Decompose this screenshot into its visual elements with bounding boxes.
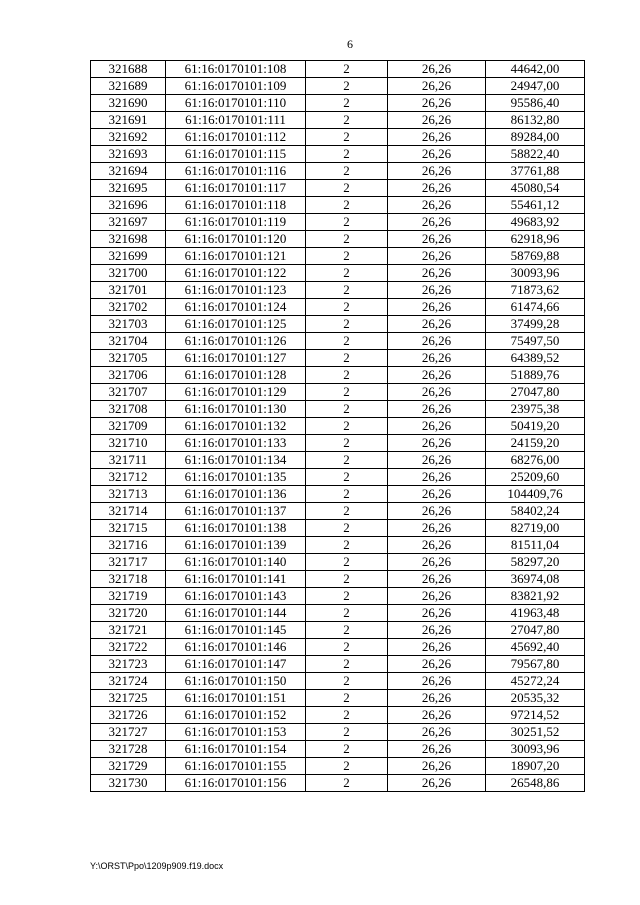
rate-cell: 26,26 bbox=[388, 503, 486, 520]
rate-cell: 26,26 bbox=[388, 384, 486, 401]
rate-cell: 26,26 bbox=[388, 639, 486, 656]
cadastral-number-cell: 61:16:0170101:123 bbox=[166, 282, 306, 299]
class-cell: 2 bbox=[306, 333, 388, 350]
rate-cell: 26,26 bbox=[388, 231, 486, 248]
rate-cell: 26,26 bbox=[388, 707, 486, 724]
class-cell: 2 bbox=[306, 299, 388, 316]
cadastral-number-cell: 61:16:0170101:122 bbox=[166, 265, 306, 282]
table-row bbox=[91, 452, 585, 469]
class-cell: 2 bbox=[306, 146, 388, 163]
amount-cell: 44642,00 bbox=[486, 61, 585, 78]
amount-cell: 36974,08 bbox=[486, 571, 585, 588]
cadastral-number-cell: 61:16:0170101:128 bbox=[166, 367, 306, 384]
cadastral-number-cell: 61:16:0170101:136 bbox=[166, 486, 306, 503]
cadastral-number-cell: 61:16:0170101:130 bbox=[166, 401, 306, 418]
table-row bbox=[91, 656, 585, 673]
amount-cell: 58297,20 bbox=[486, 554, 585, 571]
table-row bbox=[91, 469, 585, 486]
table-row bbox=[91, 401, 585, 418]
rate-cell: 26,26 bbox=[388, 690, 486, 707]
class-cell: 2 bbox=[306, 724, 388, 741]
class-cell: 2 bbox=[306, 163, 388, 180]
cadastral-number-cell: 61:16:0170101:126 bbox=[166, 333, 306, 350]
record-id-cell: 321695 bbox=[91, 180, 166, 197]
class-cell: 2 bbox=[306, 588, 388, 605]
class-cell: 2 bbox=[306, 673, 388, 690]
record-id-cell: 321699 bbox=[91, 248, 166, 265]
cadastral-number-cell: 61:16:0170101:111 bbox=[166, 112, 306, 129]
amount-cell: 58769,88 bbox=[486, 248, 585, 265]
record-id-cell: 321703 bbox=[91, 316, 166, 333]
class-cell: 2 bbox=[306, 554, 388, 571]
record-id-cell: 321709 bbox=[91, 418, 166, 435]
table-row bbox=[91, 112, 585, 129]
cadastral-number-cell: 61:16:0170101:129 bbox=[166, 384, 306, 401]
amount-cell: 71873,62 bbox=[486, 282, 585, 299]
amount-cell: 45692,40 bbox=[486, 639, 585, 656]
table-row bbox=[91, 605, 585, 622]
amount-cell: 104409,76 bbox=[486, 486, 585, 503]
rate-cell: 26,26 bbox=[388, 435, 486, 452]
rate-cell: 26,26 bbox=[388, 316, 486, 333]
class-cell: 2 bbox=[306, 367, 388, 384]
cadastral-number-cell: 61:16:0170101:140 bbox=[166, 554, 306, 571]
cadastral-number-cell: 61:16:0170101:152 bbox=[166, 707, 306, 724]
amount-cell: 30093,96 bbox=[486, 741, 585, 758]
class-cell: 2 bbox=[306, 78, 388, 95]
amount-cell: 30093,96 bbox=[486, 265, 585, 282]
cadastral-number-cell: 61:16:0170101:133 bbox=[166, 435, 306, 452]
amount-cell: 45080,54 bbox=[486, 180, 585, 197]
record-id-cell: 321690 bbox=[91, 95, 166, 112]
table-row bbox=[91, 503, 585, 520]
rate-cell: 26,26 bbox=[388, 129, 486, 146]
amount-cell: 45272,24 bbox=[486, 673, 585, 690]
record-id-cell: 321712 bbox=[91, 469, 166, 486]
class-cell: 2 bbox=[306, 503, 388, 520]
record-id-cell: 321719 bbox=[91, 588, 166, 605]
table-row bbox=[91, 282, 585, 299]
record-id-cell: 321688 bbox=[91, 61, 166, 78]
cadastral-number-cell: 61:16:0170101:154 bbox=[166, 741, 306, 758]
class-cell: 2 bbox=[306, 452, 388, 469]
table-row bbox=[91, 707, 585, 724]
class-cell: 2 bbox=[306, 690, 388, 707]
record-id-cell: 321729 bbox=[91, 758, 166, 775]
record-id-cell: 321691 bbox=[91, 112, 166, 129]
class-cell: 2 bbox=[306, 707, 388, 724]
rate-cell: 26,26 bbox=[388, 741, 486, 758]
class-cell: 2 bbox=[306, 469, 388, 486]
rate-cell: 26,26 bbox=[388, 452, 486, 469]
class-cell: 2 bbox=[306, 758, 388, 775]
cadastral-number-cell: 61:16:0170101:119 bbox=[166, 214, 306, 231]
page-number: 6 bbox=[347, 37, 353, 51]
amount-cell: 89284,00 bbox=[486, 129, 585, 146]
record-id-cell: 321694 bbox=[91, 163, 166, 180]
record-id-cell: 321701 bbox=[91, 282, 166, 299]
class-cell: 2 bbox=[306, 316, 388, 333]
amount-cell: 50419,20 bbox=[486, 418, 585, 435]
amount-cell: 41963,48 bbox=[486, 605, 585, 622]
record-id-cell: 321710 bbox=[91, 435, 166, 452]
rate-cell: 26,26 bbox=[388, 333, 486, 350]
record-id-cell: 321707 bbox=[91, 384, 166, 401]
table-row bbox=[91, 78, 585, 95]
cadastral-number-cell: 61:16:0170101:120 bbox=[166, 231, 306, 248]
record-id-cell: 321713 bbox=[91, 486, 166, 503]
record-id-cell: 321724 bbox=[91, 673, 166, 690]
class-cell: 2 bbox=[306, 282, 388, 299]
cadastral-number-cell: 61:16:0170101:139 bbox=[166, 537, 306, 554]
rate-cell: 26,26 bbox=[388, 61, 486, 78]
document-path-footer: Y:\ORST\Ppo\1209p909.f19.docx bbox=[90, 861, 224, 871]
rate-cell: 26,26 bbox=[388, 571, 486, 588]
record-id-cell: 321715 bbox=[91, 520, 166, 537]
table-row bbox=[91, 367, 585, 384]
rate-cell: 26,26 bbox=[388, 537, 486, 554]
amount-cell: 27047,80 bbox=[486, 622, 585, 639]
class-cell: 2 bbox=[306, 95, 388, 112]
rate-cell: 26,26 bbox=[388, 367, 486, 384]
rate-cell: 26,26 bbox=[388, 588, 486, 605]
amount-cell: 82719,00 bbox=[486, 520, 585, 537]
class-cell: 2 bbox=[306, 435, 388, 452]
class-cell: 2 bbox=[306, 537, 388, 554]
cadastral-number-cell: 61:16:0170101:143 bbox=[166, 588, 306, 605]
table-row bbox=[91, 622, 585, 639]
record-id-cell: 321716 bbox=[91, 537, 166, 554]
rate-cell: 26,26 bbox=[388, 214, 486, 231]
class-cell: 2 bbox=[306, 61, 388, 78]
amount-cell: 61474,66 bbox=[486, 299, 585, 316]
class-cell: 2 bbox=[306, 384, 388, 401]
rate-cell: 26,26 bbox=[388, 197, 486, 214]
rate-cell: 26,26 bbox=[388, 758, 486, 775]
class-cell: 2 bbox=[306, 520, 388, 537]
amount-cell: 49683,92 bbox=[486, 214, 585, 231]
table-row bbox=[91, 588, 585, 605]
rate-cell: 26,26 bbox=[388, 265, 486, 282]
amount-cell: 30251,52 bbox=[486, 724, 585, 741]
rate-cell: 26,26 bbox=[388, 401, 486, 418]
amount-cell: 95586,40 bbox=[486, 95, 585, 112]
table-row bbox=[91, 146, 585, 163]
class-cell: 2 bbox=[306, 741, 388, 758]
rate-cell: 26,26 bbox=[388, 656, 486, 673]
cadastral-number-cell: 61:16:0170101:138 bbox=[166, 520, 306, 537]
class-cell: 2 bbox=[306, 639, 388, 656]
class-cell: 2 bbox=[306, 775, 388, 792]
class-cell: 2 bbox=[306, 197, 388, 214]
cadastral-number-cell: 61:16:0170101:150 bbox=[166, 673, 306, 690]
rate-cell: 26,26 bbox=[388, 180, 486, 197]
class-cell: 2 bbox=[306, 350, 388, 367]
amount-cell: 83821,92 bbox=[486, 588, 585, 605]
cadastral-number-cell: 61:16:0170101:132 bbox=[166, 418, 306, 435]
record-id-cell: 321725 bbox=[91, 690, 166, 707]
cadastral-number-cell: 61:16:0170101:125 bbox=[166, 316, 306, 333]
table-row bbox=[91, 741, 585, 758]
amount-cell: 51889,76 bbox=[486, 367, 585, 384]
rate-cell: 26,26 bbox=[388, 469, 486, 486]
amount-cell: 62918,96 bbox=[486, 231, 585, 248]
record-id-cell: 321726 bbox=[91, 707, 166, 724]
cadastral-number-cell: 61:16:0170101:112 bbox=[166, 129, 306, 146]
rate-cell: 26,26 bbox=[388, 350, 486, 367]
amount-cell: 75497,50 bbox=[486, 333, 585, 350]
cadastral-number-cell: 61:16:0170101:153 bbox=[166, 724, 306, 741]
record-id-cell: 321721 bbox=[91, 622, 166, 639]
record-id-cell: 321720 bbox=[91, 605, 166, 622]
table-row bbox=[91, 333, 585, 350]
table-row bbox=[91, 95, 585, 112]
cadastral-number-cell: 61:16:0170101:121 bbox=[166, 248, 306, 265]
table-row bbox=[91, 554, 585, 571]
table-row bbox=[91, 384, 585, 401]
amount-cell: 58822,40 bbox=[486, 146, 585, 163]
table-row bbox=[91, 163, 585, 180]
amount-cell: 18907,20 bbox=[486, 758, 585, 775]
rate-cell: 26,26 bbox=[388, 605, 486, 622]
table-row bbox=[91, 639, 585, 656]
rate-cell: 26,26 bbox=[388, 146, 486, 163]
class-cell: 2 bbox=[306, 605, 388, 622]
amount-cell: 58402,24 bbox=[486, 503, 585, 520]
table-row bbox=[91, 61, 585, 78]
rate-cell: 26,26 bbox=[388, 486, 486, 503]
record-id-cell: 321689 bbox=[91, 78, 166, 95]
cadastral-number-cell: 61:16:0170101:116 bbox=[166, 163, 306, 180]
record-id-cell: 321730 bbox=[91, 775, 166, 792]
record-id-cell: 321704 bbox=[91, 333, 166, 350]
rate-cell: 26,26 bbox=[388, 622, 486, 639]
table-row bbox=[91, 418, 585, 435]
table-row bbox=[91, 537, 585, 554]
class-cell: 2 bbox=[306, 129, 388, 146]
amount-cell: 64389,52 bbox=[486, 350, 585, 367]
rate-cell: 26,26 bbox=[388, 520, 486, 537]
cadastral-number-cell: 61:16:0170101:145 bbox=[166, 622, 306, 639]
table-row bbox=[91, 248, 585, 265]
record-id-cell: 321714 bbox=[91, 503, 166, 520]
record-id-cell: 321696 bbox=[91, 197, 166, 214]
table-row bbox=[91, 316, 585, 333]
amount-cell: 24947,00 bbox=[486, 78, 585, 95]
amount-cell: 23975,38 bbox=[486, 401, 585, 418]
cadastral-number-cell: 61:16:0170101:151 bbox=[166, 690, 306, 707]
record-id-cell: 321722 bbox=[91, 639, 166, 656]
cadastral-number-cell: 61:16:0170101:127 bbox=[166, 350, 306, 367]
rate-cell: 26,26 bbox=[388, 112, 486, 129]
cadastral-number-cell: 61:16:0170101:117 bbox=[166, 180, 306, 197]
amount-cell: 24159,20 bbox=[486, 435, 585, 452]
record-id-cell: 321697 bbox=[91, 214, 166, 231]
record-id-cell: 321723 bbox=[91, 656, 166, 673]
table-body bbox=[91, 61, 585, 792]
table-row bbox=[91, 690, 585, 707]
record-id-cell: 321708 bbox=[91, 401, 166, 418]
table-row bbox=[91, 265, 585, 282]
class-cell: 2 bbox=[306, 401, 388, 418]
record-id-cell: 321693 bbox=[91, 146, 166, 163]
cadastral-number-cell: 61:16:0170101:147 bbox=[166, 656, 306, 673]
record-id-cell: 321702 bbox=[91, 299, 166, 316]
class-cell: 2 bbox=[306, 248, 388, 265]
amount-cell: 37499,28 bbox=[486, 316, 585, 333]
table-row bbox=[91, 180, 585, 197]
amount-cell: 79567,80 bbox=[486, 656, 585, 673]
rate-cell: 26,26 bbox=[388, 418, 486, 435]
rate-cell: 26,26 bbox=[388, 299, 486, 316]
class-cell: 2 bbox=[306, 214, 388, 231]
class-cell: 2 bbox=[306, 622, 388, 639]
class-cell: 2 bbox=[306, 180, 388, 197]
record-id-cell: 321698 bbox=[91, 231, 166, 248]
amount-cell: 55461,12 bbox=[486, 197, 585, 214]
amount-cell: 97214,52 bbox=[486, 707, 585, 724]
class-cell: 2 bbox=[306, 486, 388, 503]
cadastral-number-cell: 61:16:0170101:155 bbox=[166, 758, 306, 775]
class-cell: 2 bbox=[306, 112, 388, 129]
cadastral-number-cell: 61:16:0170101:135 bbox=[166, 469, 306, 486]
table-row bbox=[91, 299, 585, 316]
table-row bbox=[91, 214, 585, 231]
amount-cell: 86132,80 bbox=[486, 112, 585, 129]
class-cell: 2 bbox=[306, 571, 388, 588]
rate-cell: 26,26 bbox=[388, 724, 486, 741]
rate-cell: 26,26 bbox=[388, 248, 486, 265]
class-cell: 2 bbox=[306, 418, 388, 435]
table-row bbox=[91, 350, 585, 367]
rate-cell: 26,26 bbox=[388, 554, 486, 571]
record-id-cell: 321700 bbox=[91, 265, 166, 282]
rate-cell: 26,26 bbox=[388, 95, 486, 112]
record-id-cell: 321718 bbox=[91, 571, 166, 588]
amount-cell: 26548,86 bbox=[486, 775, 585, 792]
table-row bbox=[91, 724, 585, 741]
amount-cell: 37761,88 bbox=[486, 163, 585, 180]
table-row bbox=[91, 571, 585, 588]
class-cell: 2 bbox=[306, 656, 388, 673]
table-row bbox=[91, 520, 585, 537]
cadastral-number-cell: 61:16:0170101:144 bbox=[166, 605, 306, 622]
record-id-cell: 321727 bbox=[91, 724, 166, 741]
cadastral-number-cell: 61:16:0170101:137 bbox=[166, 503, 306, 520]
record-id-cell: 321728 bbox=[91, 741, 166, 758]
table-row bbox=[91, 673, 585, 690]
table-row bbox=[91, 197, 585, 214]
rate-cell: 26,26 bbox=[388, 163, 486, 180]
table-row bbox=[91, 435, 585, 452]
amount-cell: 68276,00 bbox=[486, 452, 585, 469]
record-id-cell: 321717 bbox=[91, 554, 166, 571]
amount-cell: 27047,80 bbox=[486, 384, 585, 401]
record-id-cell: 321705 bbox=[91, 350, 166, 367]
amount-cell: 20535,32 bbox=[486, 690, 585, 707]
cadastral-number-cell: 61:16:0170101:108 bbox=[166, 61, 306, 78]
rate-cell: 26,26 bbox=[388, 775, 486, 792]
rate-cell: 26,26 bbox=[388, 78, 486, 95]
land-registry-table bbox=[90, 60, 585, 792]
table-row bbox=[91, 486, 585, 503]
cadastral-number-cell: 61:16:0170101:118 bbox=[166, 197, 306, 214]
amount-cell: 25209,60 bbox=[486, 469, 585, 486]
cadastral-number-cell: 61:16:0170101:110 bbox=[166, 95, 306, 112]
rate-cell: 26,26 bbox=[388, 282, 486, 299]
record-id-cell: 321706 bbox=[91, 367, 166, 384]
cadastral-number-cell: 61:16:0170101:115 bbox=[166, 146, 306, 163]
rate-cell: 26,26 bbox=[388, 673, 486, 690]
cadastral-number-cell: 61:16:0170101:124 bbox=[166, 299, 306, 316]
class-cell: 2 bbox=[306, 231, 388, 248]
cadastral-number-cell: 61:16:0170101:134 bbox=[166, 452, 306, 469]
table-row bbox=[91, 129, 585, 146]
table-row bbox=[91, 231, 585, 248]
class-cell: 2 bbox=[306, 265, 388, 282]
table-row bbox=[91, 775, 585, 792]
cadastral-number-cell: 61:16:0170101:156 bbox=[166, 775, 306, 792]
record-id-cell: 321692 bbox=[91, 129, 166, 146]
amount-cell: 81511,04 bbox=[486, 537, 585, 554]
cadastral-number-cell: 61:16:0170101:109 bbox=[166, 78, 306, 95]
cadastral-number-cell: 61:16:0170101:141 bbox=[166, 571, 306, 588]
table-row bbox=[91, 758, 585, 775]
cadastral-number-cell: 61:16:0170101:146 bbox=[166, 639, 306, 656]
record-id-cell: 321711 bbox=[91, 452, 166, 469]
